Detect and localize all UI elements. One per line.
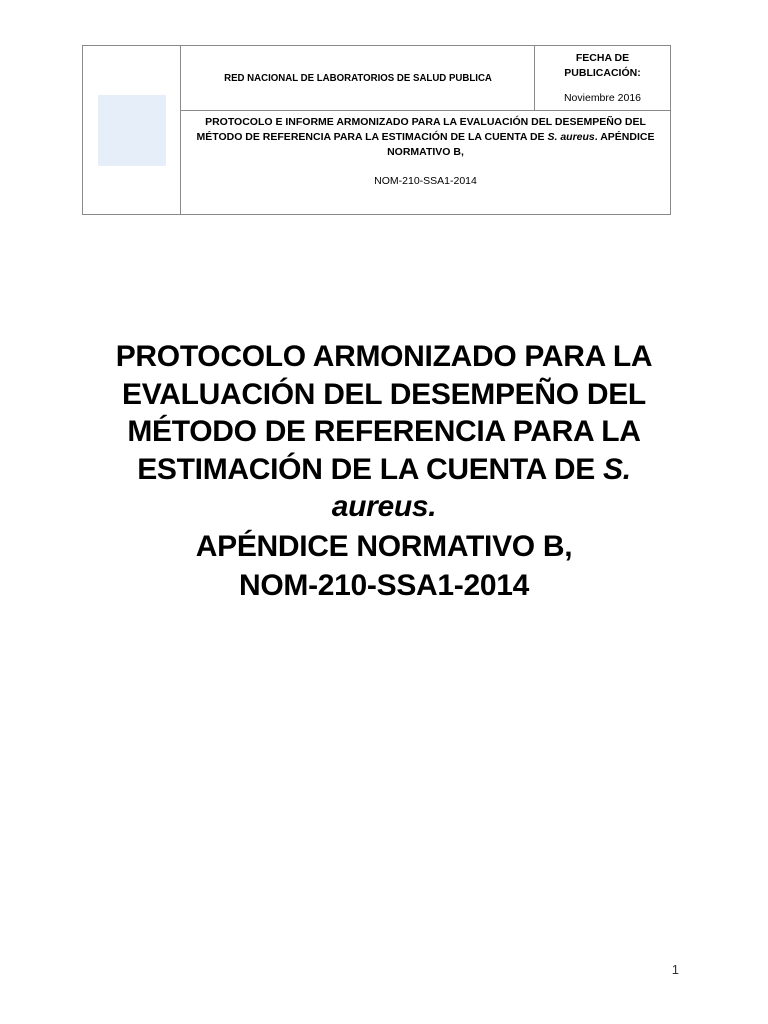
protocol-nom: NOM-210-SSA1-2014 — [374, 175, 477, 188]
logo-cell — [83, 46, 181, 215]
title-nom: NOM-210-SSA1-2014 — [238, 569, 530, 602]
title-line-4-text: ESTIMACIÓN DE LA CUENTA DE — [137, 452, 604, 486]
protocol-title-appendix: . APÉNDICE NORMATIVO B, — [387, 131, 655, 159]
title-line-4 — [84, 451, 684, 489]
document-header-table — [82, 45, 671, 215]
publication-date-cell — [535, 46, 671, 111]
title-line-3: MÉTODO DE REFERENCIA PARA LA — [127, 415, 641, 448]
title-species-name: aureus. — [331, 490, 437, 523]
publication-date: Noviembre 2016 — [563, 91, 642, 104]
protocol-title-text: PROTOCOLO E INFORME ARMONIZADO PARA LA EVALUACIÓN DEL DESEMPEÑO DEL MÉTODO DE REFERENCIA PARA LA ESTIMACIÓN DE LA CUENTA DE — [196, 116, 646, 144]
title-species-genus: S. — [603, 452, 631, 486]
date-label — [535, 51, 670, 81]
title-appendix: APÉNDICE NORMATIVO B, — [195, 529, 573, 563]
title-line-5 — [84, 488, 684, 526]
protocol-title — [189, 115, 662, 160]
page-number: 1 — [671, 962, 679, 977]
logo-placeholder — [98, 95, 166, 166]
document-title — [84, 338, 684, 605]
date-label-line2: PUBLICACIÓN: — [564, 66, 641, 79]
protocol-description-cell — [181, 111, 671, 215]
protocol-species: S. aureus — [547, 131, 595, 144]
organization-name: RED NACIONAL DE LABORATORIOS DE SALUD PUBLICA — [195, 46, 521, 111]
title-line-2: EVALUACIÓN DEL DESEMPEÑO DEL — [122, 377, 646, 411]
title-line-1: PROTOCOLO ARMONIZADO PARA LA — [115, 340, 653, 373]
date-label-line1: FECHA DE — [575, 51, 630, 64]
